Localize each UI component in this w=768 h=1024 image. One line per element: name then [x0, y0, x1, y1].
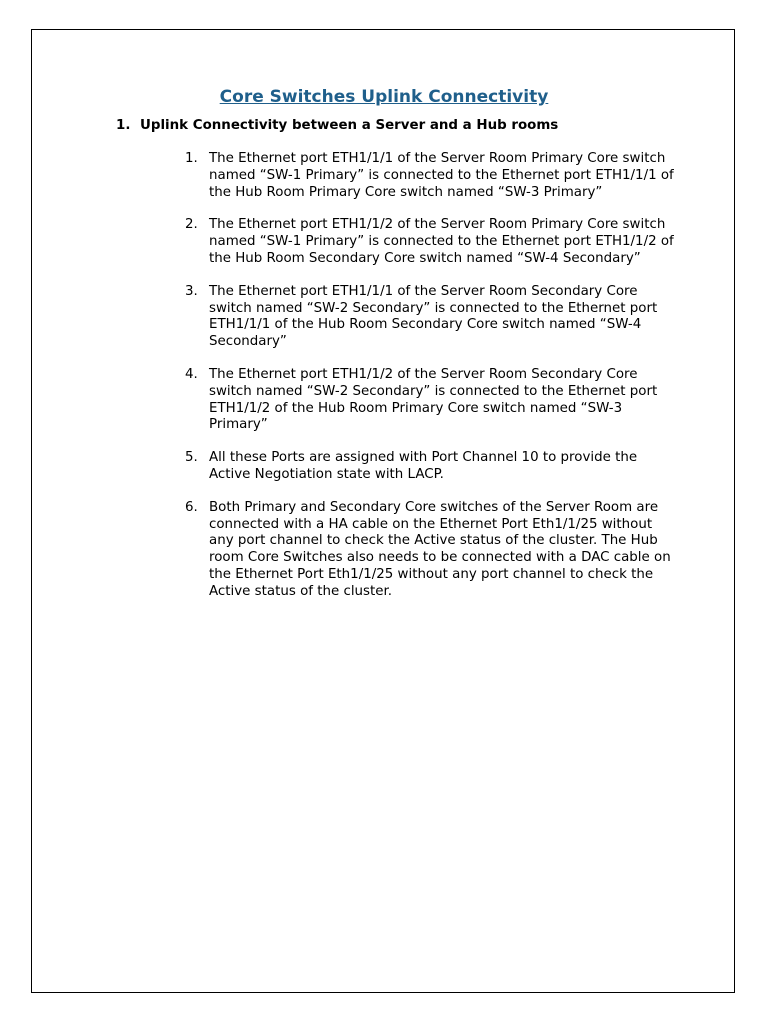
connectivity-list — [185, 151, 677, 617]
list-item-text: All these Ports are assigned with Port Channel 10 to provide the Active Negotiation state with LACP. — [209, 450, 638, 482]
list-item-text: The Ethernet port ETH1/1/1 of the Server Room Primary Core switch named “SW-1 Primary” is connected to the Ethernet port ETH1/1/1 of the Hub Room Primary Core switch named “SW-3 Primary” — [209, 151, 674, 200]
list-item-number: 2. — [185, 217, 198, 233]
list-item — [185, 284, 677, 351]
list-item — [185, 500, 677, 601]
section-number: 1. — [116, 118, 131, 133]
list-item-number: 5. — [185, 450, 198, 466]
list-item-text: The Ethernet port ETH1/1/2 of the Server Room Primary Core switch named “SW-1 Primary” is connected to the Ethernet port ETH1/1/2 of the Hub Room Secondary Core switch named “SW-4 Secondary” — [209, 217, 674, 266]
list-item-number: 1. — [185, 151, 198, 166]
list-item — [185, 151, 677, 201]
list-item — [185, 217, 677, 267]
list-item-text: Both Primary and Secondary Core switches of the Server Room are connected with a HA cable on the Ethernet Port Eth1/1/25 without any port channel to check the Active status of the cluster. The Hub room Core Switches also needs to be connected with a DAC cable on the Ethernet Port Eth1/1/25 without any port channel to check the Active status of the cluster. — [209, 499, 671, 599]
list-item-number: 4. — [185, 366, 198, 382]
section-heading — [116, 117, 676, 135]
list-item-text: The Ethernet port ETH1/1/2 of the Server Room Secondary Core switch named “SW-2 Secondary” is connected to the Ethernet port ETH1/1/2 of the Hub Room Primary Core switch named “SW-3 Primary” — [209, 366, 658, 433]
list-item-text: The Ethernet port ETH1/1/1 of the Server Room Secondary Core switch named “SW-2 Secondary” is connected to the Ethernet port ETH1/1/1 of the Hub Room Secondary Core switch named “SW-4 Secondary” — [209, 283, 658, 350]
list-item — [185, 367, 677, 434]
document-title: Core Switches Uplink Connectivity — [219, 87, 549, 107]
section-heading-text: Uplink Connectivity between a Server and a Hub rooms — [140, 118, 559, 133]
list-item — [185, 450, 677, 484]
list-item-number: 3. — [185, 283, 198, 299]
list-item-number: 6. — [185, 499, 198, 515]
